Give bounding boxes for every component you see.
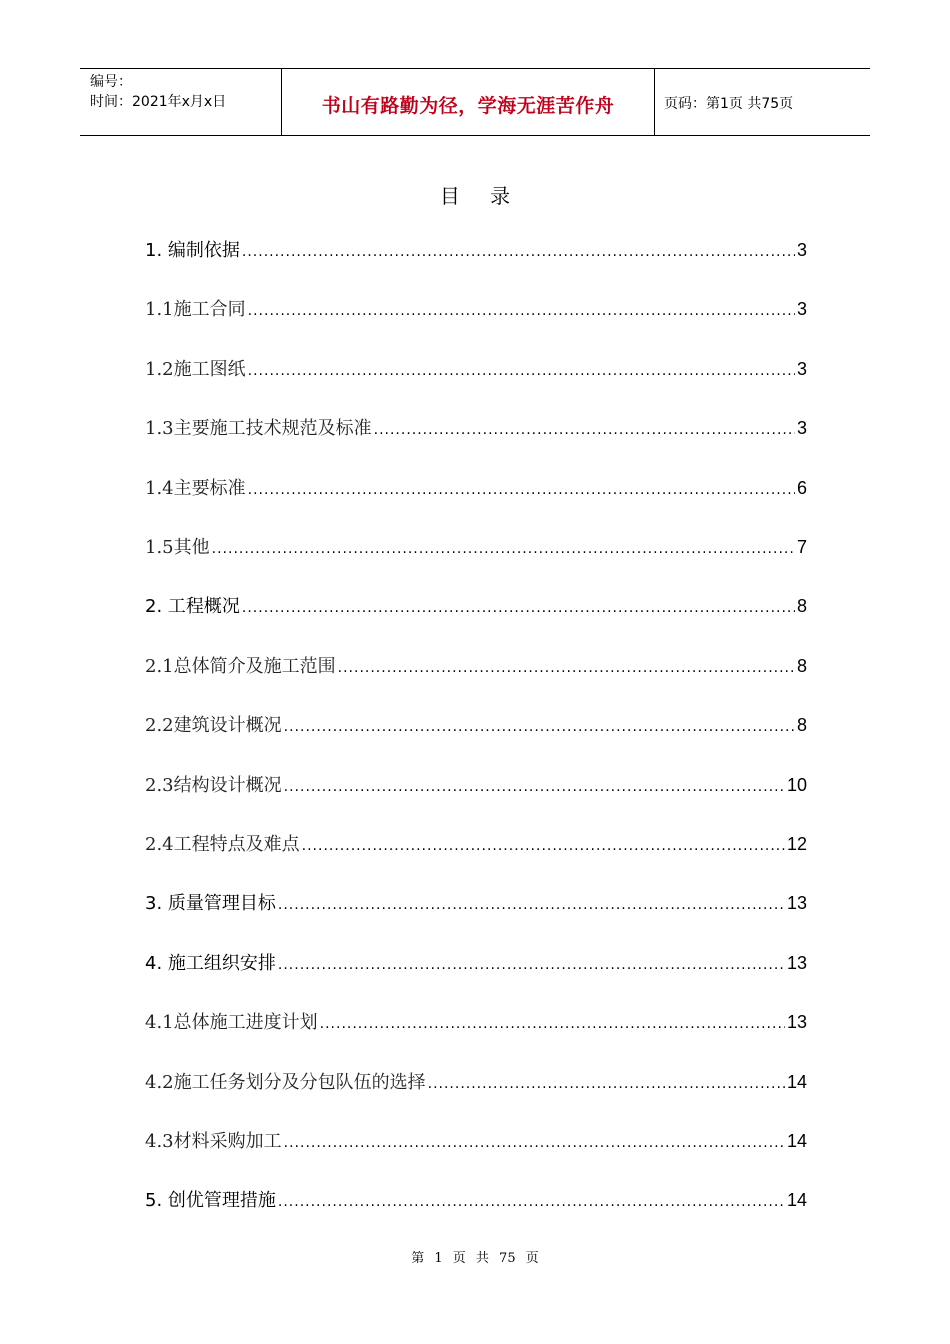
- toc-entry[interactable]: [145, 414, 807, 444]
- toc-entry-page-number: 10: [786, 774, 807, 795]
- document-time-label: 时间：2021年x月x日: [90, 94, 227, 110]
- toc-entry[interactable]: [145, 830, 807, 860]
- toc-entry[interactable]: [145, 592, 807, 622]
- toc-entry[interactable]: [145, 889, 807, 919]
- toc-entry-page-number: 8: [796, 715, 807, 736]
- document-number-label: 编号：: [90, 74, 132, 90]
- toc-entry-page-number: 7: [796, 537, 807, 557]
- toc-entry[interactable]: [145, 1008, 807, 1038]
- toc-entry-page-number: 13: [786, 952, 807, 973]
- toc-entry-page-number: 3: [796, 299, 807, 320]
- toc-entry-title: 1.5其他: [145, 537, 210, 558]
- toc-entry-page-number: 3: [796, 358, 807, 379]
- toc-title: 目 录: [439, 184, 523, 208]
- toc-entry[interactable]: [145, 236, 807, 266]
- toc-entry-title: 1. 编制依据: [145, 240, 240, 261]
- toc-dot-leader: [212, 541, 795, 557]
- toc-dot-leader: [242, 600, 795, 616]
- toc-dot-leader: [374, 422, 795, 438]
- toc-dot-leader: [242, 244, 795, 260]
- toc-entry-title: 2.4工程特点及难点: [145, 834, 300, 855]
- toc-entry-title: 2.2建筑设计概况: [145, 715, 282, 737]
- toc-entry[interactable]: [145, 652, 807, 682]
- toc-dot-leader: [248, 482, 795, 498]
- toc-dot-leader: [338, 660, 795, 676]
- header-motto: 书山有路勤为径，学海无涯苦作舟: [321, 95, 615, 117]
- toc-dot-leader: [278, 897, 785, 913]
- toc-entry-title: 4.1总体施工进度计划: [145, 1012, 318, 1034]
- header-divider: [654, 69, 655, 135]
- toc-entry-page-number: 14: [786, 1190, 807, 1211]
- toc-entry-page-number: 8: [796, 596, 807, 617]
- toc-entry[interactable]: [145, 1186, 807, 1216]
- toc-entry-page-number: 14: [786, 1071, 807, 1092]
- toc-dot-leader: [284, 779, 785, 795]
- toc-entry[interactable]: [145, 295, 807, 325]
- toc-entry-page-number: 3: [796, 240, 807, 260]
- toc-entry-title: 1.1施工合同: [145, 299, 246, 321]
- page-header: [80, 68, 870, 136]
- toc-entry[interactable]: [145, 533, 807, 563]
- toc-entry-title: 2.3结构设计概况: [145, 774, 282, 796]
- toc-entry-page-number: 12: [786, 834, 807, 854]
- toc-dot-leader: [248, 363, 795, 379]
- header-page-info: 页码：第1页 共75页: [664, 96, 794, 112]
- toc-entry-title: 1.3主要施工技术规范及标准: [145, 418, 372, 440]
- toc-dot-leader: [284, 1135, 785, 1151]
- toc-dot-leader: [428, 1076, 785, 1092]
- toc-entry[interactable]: [145, 355, 807, 385]
- header-meta: [90, 72, 226, 112]
- page-footer: 第 1 页 共 75 页: [411, 1251, 539, 1266]
- toc-entry-title: 4.3材料采购加工: [145, 1131, 282, 1152]
- toc-entry-page-number: 13: [786, 893, 807, 914]
- toc-entry[interactable]: [145, 711, 807, 741]
- toc-dot-leader: [248, 303, 795, 319]
- toc-entry-page-number: 3: [796, 418, 807, 439]
- toc-entry-page-number: 14: [786, 1131, 807, 1151]
- toc-entry-title: 2.1总体简介及施工范围: [145, 655, 336, 677]
- toc-entry[interactable]: [145, 1127, 807, 1157]
- toc-entry-title: 3. 质量管理目标: [145, 893, 276, 915]
- toc-entry-page-number: 6: [796, 477, 807, 498]
- toc-entry[interactable]: [145, 771, 807, 801]
- toc-dot-leader: [320, 1016, 785, 1032]
- toc-entry-page-number: 13: [786, 1012, 807, 1033]
- toc-entry[interactable]: [145, 949, 807, 979]
- toc-dot-leader: [278, 1194, 785, 1210]
- toc-dot-leader: [278, 957, 785, 973]
- toc-entry[interactable]: [145, 474, 807, 504]
- toc-entry-page-number: 8: [796, 655, 807, 676]
- toc-entry-title: 4. 施工组织安排: [145, 952, 276, 974]
- toc-entry-title: 1.2施工图纸: [145, 358, 246, 380]
- toc-entry-title: 4.2施工任务划分及分包队伍的选择: [145, 1071, 426, 1093]
- toc-dot-leader: [302, 838, 785, 854]
- toc-dot-leader: [284, 719, 795, 735]
- toc-entry-title: 2. 工程概况: [145, 596, 240, 618]
- toc-entry-title: 5. 创优管理措施: [145, 1190, 276, 1212]
- toc-entry-title: 1.4主要标准: [145, 477, 246, 499]
- toc-entry[interactable]: [145, 1068, 807, 1098]
